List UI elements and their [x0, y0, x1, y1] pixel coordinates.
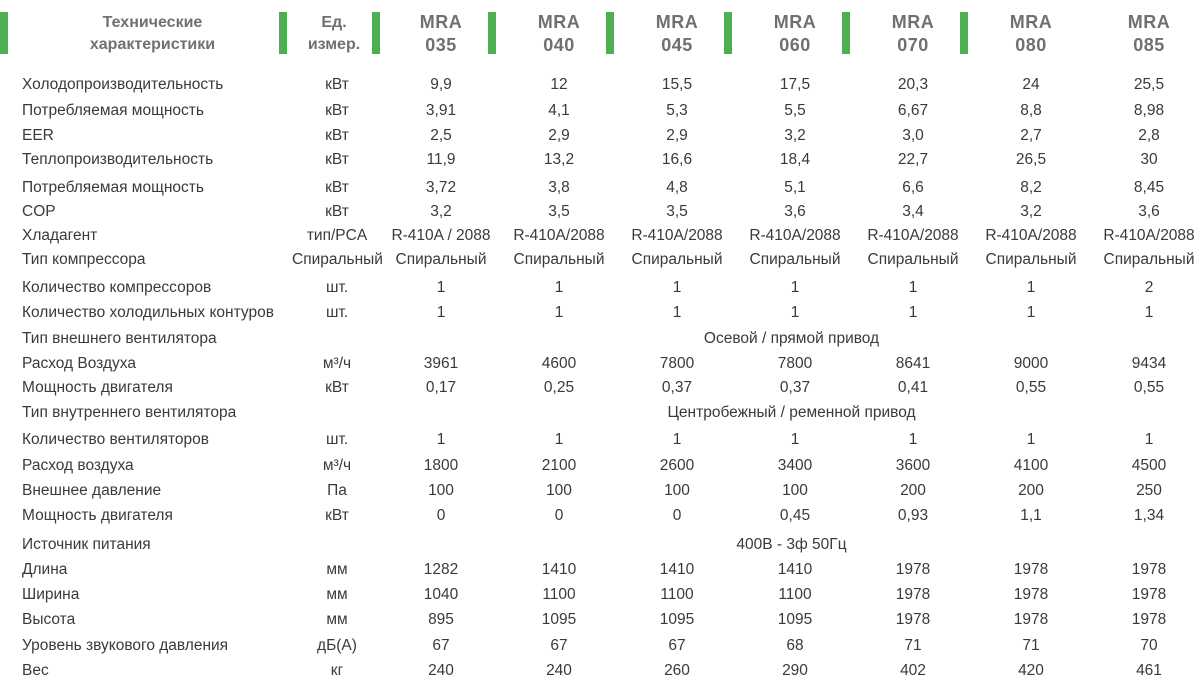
row-value: 3400: [777, 457, 813, 474]
row-value: 100: [782, 482, 808, 499]
header-model: [972, 0, 1090, 68]
row-unit: кВт: [325, 151, 349, 168]
row-value: 100: [546, 482, 572, 499]
table-row: [0, 326, 1200, 351]
row-label: Количество вентиляторов: [22, 431, 209, 448]
row-unit: кВт: [325, 102, 349, 119]
row-value: 200: [900, 482, 926, 499]
row-label: Количество компрессоров: [22, 279, 212, 296]
row-value: 1978: [895, 611, 931, 628]
row-value: 1,34: [1133, 507, 1165, 524]
row-value: 3,5: [666, 203, 688, 220]
accent-bar: [372, 12, 380, 54]
row-unit: тип/PCA: [306, 227, 368, 244]
row-value: R-410A/2088: [985, 227, 1077, 244]
row-value: 3,72: [425, 179, 457, 196]
table-row: [0, 633, 1200, 658]
row-value: 1: [672, 431, 682, 448]
row-unit: мм: [326, 586, 348, 603]
row-value: 3600: [895, 457, 931, 474]
row-value: 1100: [660, 586, 694, 603]
row-value: 0,55: [1015, 379, 1047, 396]
row-value: 70: [1140, 637, 1158, 654]
row-value: 71: [1022, 637, 1040, 654]
row-label: EER: [22, 127, 54, 144]
row-unit: шт.: [325, 431, 349, 448]
row-value: 4,8: [666, 179, 688, 196]
table-row: [0, 503, 1200, 528]
accent-bar: [724, 12, 732, 54]
table-row: [0, 427, 1200, 452]
row-value: 24: [1022, 76, 1040, 93]
row-unit: мм: [326, 611, 348, 628]
row-value: 2,9: [666, 127, 688, 144]
row-value: 3,2: [784, 127, 806, 144]
header-title-line-1: Технические: [102, 14, 203, 31]
header-model-number: 070: [897, 35, 929, 55]
row-value: 2600: [659, 457, 695, 474]
row-value: R-410A/2088: [513, 227, 605, 244]
row-value: 1978: [895, 561, 931, 578]
row-value: 100: [664, 482, 690, 499]
row-value: R-410A/2088: [631, 227, 723, 244]
row-value: 3961: [423, 355, 459, 372]
header-model: [500, 0, 618, 68]
header-model-series: MRA: [655, 12, 699, 32]
row-value: 1: [554, 279, 564, 296]
row-value: 260: [664, 662, 690, 679]
row-value: 4,1: [548, 102, 570, 119]
header-model: [382, 0, 500, 68]
header-model-number: 080: [1015, 35, 1047, 55]
table-row: [0, 199, 1200, 224]
row-value: 1: [436, 304, 446, 321]
row-label: Внешнее давление: [22, 482, 162, 499]
row-value: 3,6: [1138, 203, 1160, 220]
table-row: [0, 607, 1200, 632]
row-value: 0: [672, 507, 682, 524]
row-value: 9,9: [430, 76, 452, 93]
row-value: 17,5: [779, 76, 811, 93]
row-label: Тип внешнего вентилятора: [22, 330, 217, 347]
row-value: Спиральный: [395, 251, 487, 268]
row-value: 0: [554, 507, 564, 524]
row-value: 67: [668, 637, 686, 654]
row-label: Расход Воздуха: [22, 355, 136, 372]
table-row: [0, 582, 1200, 607]
row-label: Количество холодильных контуров: [22, 304, 274, 321]
row-value: Спиральный: [867, 251, 959, 268]
row-value: 68: [786, 637, 804, 654]
row-value: 1: [436, 279, 446, 296]
row-value: 4100: [1013, 457, 1049, 474]
header-model-number: 040: [543, 35, 575, 55]
row-value: Спиральный: [631, 251, 723, 268]
row-value: 3,6: [784, 203, 806, 220]
header-model-series: MRA: [891, 12, 935, 32]
row-value: R-410A/2088: [867, 227, 959, 244]
row-value: 1: [1026, 431, 1036, 448]
table-row: [0, 658, 1200, 683]
row-value: 1: [908, 304, 918, 321]
header-model-series: MRA: [537, 12, 581, 32]
row-value: 1410: [541, 561, 577, 578]
row-value: 1: [908, 431, 918, 448]
header-model-number: 045: [661, 35, 693, 55]
row-label: Высота: [22, 611, 76, 628]
row-value: 1978: [1131, 611, 1167, 628]
row-value: 1: [1026, 304, 1036, 321]
row-value: 0: [436, 507, 446, 524]
row-value: 0,41: [897, 379, 929, 396]
row-value: Спиральный: [1103, 251, 1195, 268]
row-value: 2100: [541, 457, 577, 474]
row-value: 25,5: [1133, 76, 1165, 93]
header-unit: [285, 0, 383, 68]
row-value: 1978: [1131, 586, 1167, 603]
row-value: 0,45: [779, 507, 811, 524]
row-unit: [292, 400, 382, 425]
row-value: 67: [550, 637, 568, 654]
header-model: [736, 0, 854, 68]
table-row: [0, 453, 1200, 478]
header-title: [0, 0, 285, 68]
row-value: 16,6: [661, 151, 693, 168]
row-unit: кВт: [325, 507, 349, 524]
row-value: 71: [904, 637, 922, 654]
table-row: [0, 123, 1200, 148]
row-value: 3,5: [548, 203, 570, 220]
header-model-number: 060: [779, 35, 811, 55]
row-value: 0,93: [897, 507, 929, 524]
row-value: 30: [1140, 151, 1158, 168]
row-value: 1978: [895, 586, 931, 603]
header-model-series: MRA: [773, 12, 817, 32]
row-unit: кВт: [325, 379, 349, 396]
row-value: 3,0: [902, 127, 924, 144]
row-value: 1095: [541, 611, 577, 628]
row-value: 290: [782, 662, 808, 679]
row-value: 1978: [1131, 561, 1167, 578]
row-value: 4500: [1131, 457, 1167, 474]
row-unit: кВт: [325, 76, 349, 93]
row-value: 895: [428, 611, 454, 628]
row-label: Потребляемая мощность: [22, 102, 204, 119]
header-title-line-2: характеристики: [89, 36, 216, 53]
row-value: 1: [1144, 304, 1154, 321]
row-value: 1: [1026, 279, 1036, 296]
row-label: Длина: [22, 561, 68, 578]
row-value: 1095: [777, 611, 813, 628]
row-value: 4600: [541, 355, 577, 372]
row-value: 26,5: [1015, 151, 1047, 168]
row-value: 8,2: [1020, 179, 1042, 196]
table-row: [0, 532, 1200, 557]
header-model-series: MRA: [419, 12, 463, 32]
row-value: 3,2: [1020, 203, 1042, 220]
row-value: 1,1: [1020, 507, 1042, 524]
row-label: Ширина: [22, 586, 80, 603]
accent-bar: [960, 12, 968, 54]
row-value: 15,5: [661, 76, 693, 93]
row-value: 0,25: [543, 379, 575, 396]
row-value: 3,2: [430, 203, 452, 220]
row-value: 12: [550, 76, 568, 93]
row-value: 20,3: [897, 76, 929, 93]
row-value: 3,91: [425, 102, 457, 119]
accent-bar: [488, 12, 496, 54]
row-merged-value: Центробежный / ременной привод: [667, 404, 916, 421]
row-label: Тип компрессора: [22, 251, 146, 268]
row-value: 8,45: [1133, 179, 1165, 196]
row-value: 1: [790, 279, 800, 296]
header-unit-line-2: измер.: [307, 36, 361, 53]
row-unit: Спиральный: [292, 251, 383, 268]
table-row: [0, 300, 1200, 325]
header-model-number: 085: [1133, 35, 1165, 55]
row-value: 1100: [542, 586, 576, 603]
table-row: [0, 223, 1200, 248]
row-value: 13,2: [543, 151, 575, 168]
row-value: 2,5: [430, 127, 452, 144]
header-model-series: MRA: [1127, 12, 1171, 32]
row-unit: кВт: [325, 127, 349, 144]
row-value: 1: [908, 279, 918, 296]
row-value: 0,55: [1133, 379, 1165, 396]
row-unit: шт.: [325, 304, 349, 321]
row-value: 1282: [423, 561, 459, 578]
row-value: 7800: [659, 355, 695, 372]
table-row: [0, 72, 1200, 97]
table-row: [0, 478, 1200, 503]
row-label: Хладагент: [22, 227, 98, 244]
row-value: 1095: [659, 611, 695, 628]
row-label: Уровень звукового давления: [22, 637, 229, 654]
row-value: 5,3: [666, 102, 688, 119]
row-value: 100: [428, 482, 454, 499]
row-value: 1040: [423, 586, 459, 603]
row-merged-value: 400В - 3ф 50Гц: [736, 536, 847, 553]
row-unit: м³/ч: [322, 355, 352, 372]
row-value: 1978: [1013, 561, 1049, 578]
accent-bar: [606, 12, 614, 54]
row-unit: шт.: [325, 279, 349, 296]
row-value: 240: [428, 662, 454, 679]
table-row: [0, 175, 1200, 200]
row-value: 6,67: [897, 102, 929, 119]
table-row: [0, 557, 1200, 582]
row-value: Спиральный: [749, 251, 841, 268]
row-label: Мощность двигателя: [22, 379, 173, 396]
row-unit: дБ(А): [317, 637, 357, 654]
row-value: 7800: [777, 355, 813, 372]
row-value: 1800: [423, 457, 459, 474]
accent-bar: [842, 12, 850, 54]
row-value: 2,8: [1138, 127, 1160, 144]
row-label: Тип внутреннего вентилятора: [22, 404, 237, 421]
row-unit: [292, 326, 382, 351]
row-value: 200: [1018, 482, 1044, 499]
row-unit: мм: [326, 561, 348, 578]
table-row: [0, 147, 1200, 172]
row-label: COP: [22, 203, 56, 220]
row-value: 461: [1136, 662, 1162, 679]
row-value: R-410A/2088: [1103, 227, 1195, 244]
row-label: Расход воздуха: [22, 457, 134, 474]
header-model: [618, 0, 736, 68]
row-unit: Па: [327, 482, 347, 499]
row-value: 0,37: [661, 379, 693, 396]
row-value: 6,6: [902, 179, 924, 196]
row-label: Потребляемая мощность: [22, 179, 204, 196]
row-merged-value: Осевой / прямой привод: [703, 330, 880, 347]
row-unit: [292, 532, 382, 557]
row-value: 1: [790, 431, 800, 448]
row-value: 0,37: [779, 379, 811, 396]
header-model: [854, 0, 972, 68]
row-unit: кВт: [325, 179, 349, 196]
row-label: Вес: [22, 662, 49, 679]
header-unit-line-1: Ед.: [321, 14, 347, 31]
row-value: 9434: [1131, 355, 1167, 372]
row-value: 3,8: [548, 179, 570, 196]
row-label: Теплопроизводительность: [22, 151, 214, 168]
table-row: [0, 275, 1200, 300]
row-value: 0,17: [425, 379, 457, 396]
row-value: 8,8: [1020, 102, 1042, 119]
row-unit: м³/ч: [322, 457, 352, 474]
row-value: 402: [900, 662, 926, 679]
row-value: Спиральный: [513, 251, 605, 268]
row-value: 1410: [659, 561, 695, 578]
row-value: 1: [790, 304, 800, 321]
row-value: 8,98: [1133, 102, 1165, 119]
row-value: 1978: [1013, 611, 1049, 628]
row-value: 67: [432, 637, 450, 654]
row-value: 1: [436, 431, 446, 448]
row-value: 9000: [1013, 355, 1049, 372]
header-model-series: MRA: [1009, 12, 1053, 32]
row-value: 250: [1136, 482, 1162, 499]
row-value: 5,5: [784, 102, 806, 119]
row-value: 2,9: [548, 127, 570, 144]
row-value: 3,4: [902, 203, 924, 220]
row-value: 1: [554, 431, 564, 448]
table-header: [0, 0, 1200, 70]
row-value: 18,4: [779, 151, 811, 168]
row-label: Мощность двигателя: [22, 507, 173, 524]
table-row: [0, 400, 1200, 425]
row-value: 1: [554, 304, 564, 321]
row-value: 1410: [777, 561, 813, 578]
row-unit: кг: [330, 662, 344, 679]
table-row: [0, 375, 1200, 400]
table-row: [0, 351, 1200, 376]
row-value: 2,7: [1020, 127, 1042, 144]
row-value: 1100: [778, 586, 812, 603]
table-row: [0, 98, 1200, 123]
row-value: 1: [672, 279, 682, 296]
row-label: Холодопроизводительность: [22, 76, 224, 93]
row-unit: кВт: [325, 203, 349, 220]
row-label: Источник питания: [22, 536, 151, 553]
row-value: Спиральный: [985, 251, 1077, 268]
header-model: [1090, 0, 1200, 68]
row-value: 1978: [1013, 586, 1049, 603]
row-value: 240: [546, 662, 572, 679]
row-value: 2: [1144, 279, 1154, 296]
row-value: 8641: [895, 355, 931, 372]
row-value: R-410A/2088: [749, 227, 841, 244]
row-value: 1: [1144, 431, 1154, 448]
table-row: [0, 247, 1200, 272]
row-value: 5,1: [784, 179, 806, 196]
row-value: 11,9: [426, 151, 456, 168]
row-value: R-410A / 2088: [391, 227, 491, 244]
header-model-number: 035: [425, 35, 457, 55]
row-value: 420: [1018, 662, 1044, 679]
row-value: 1: [672, 304, 682, 321]
row-value: 22,7: [897, 151, 929, 168]
